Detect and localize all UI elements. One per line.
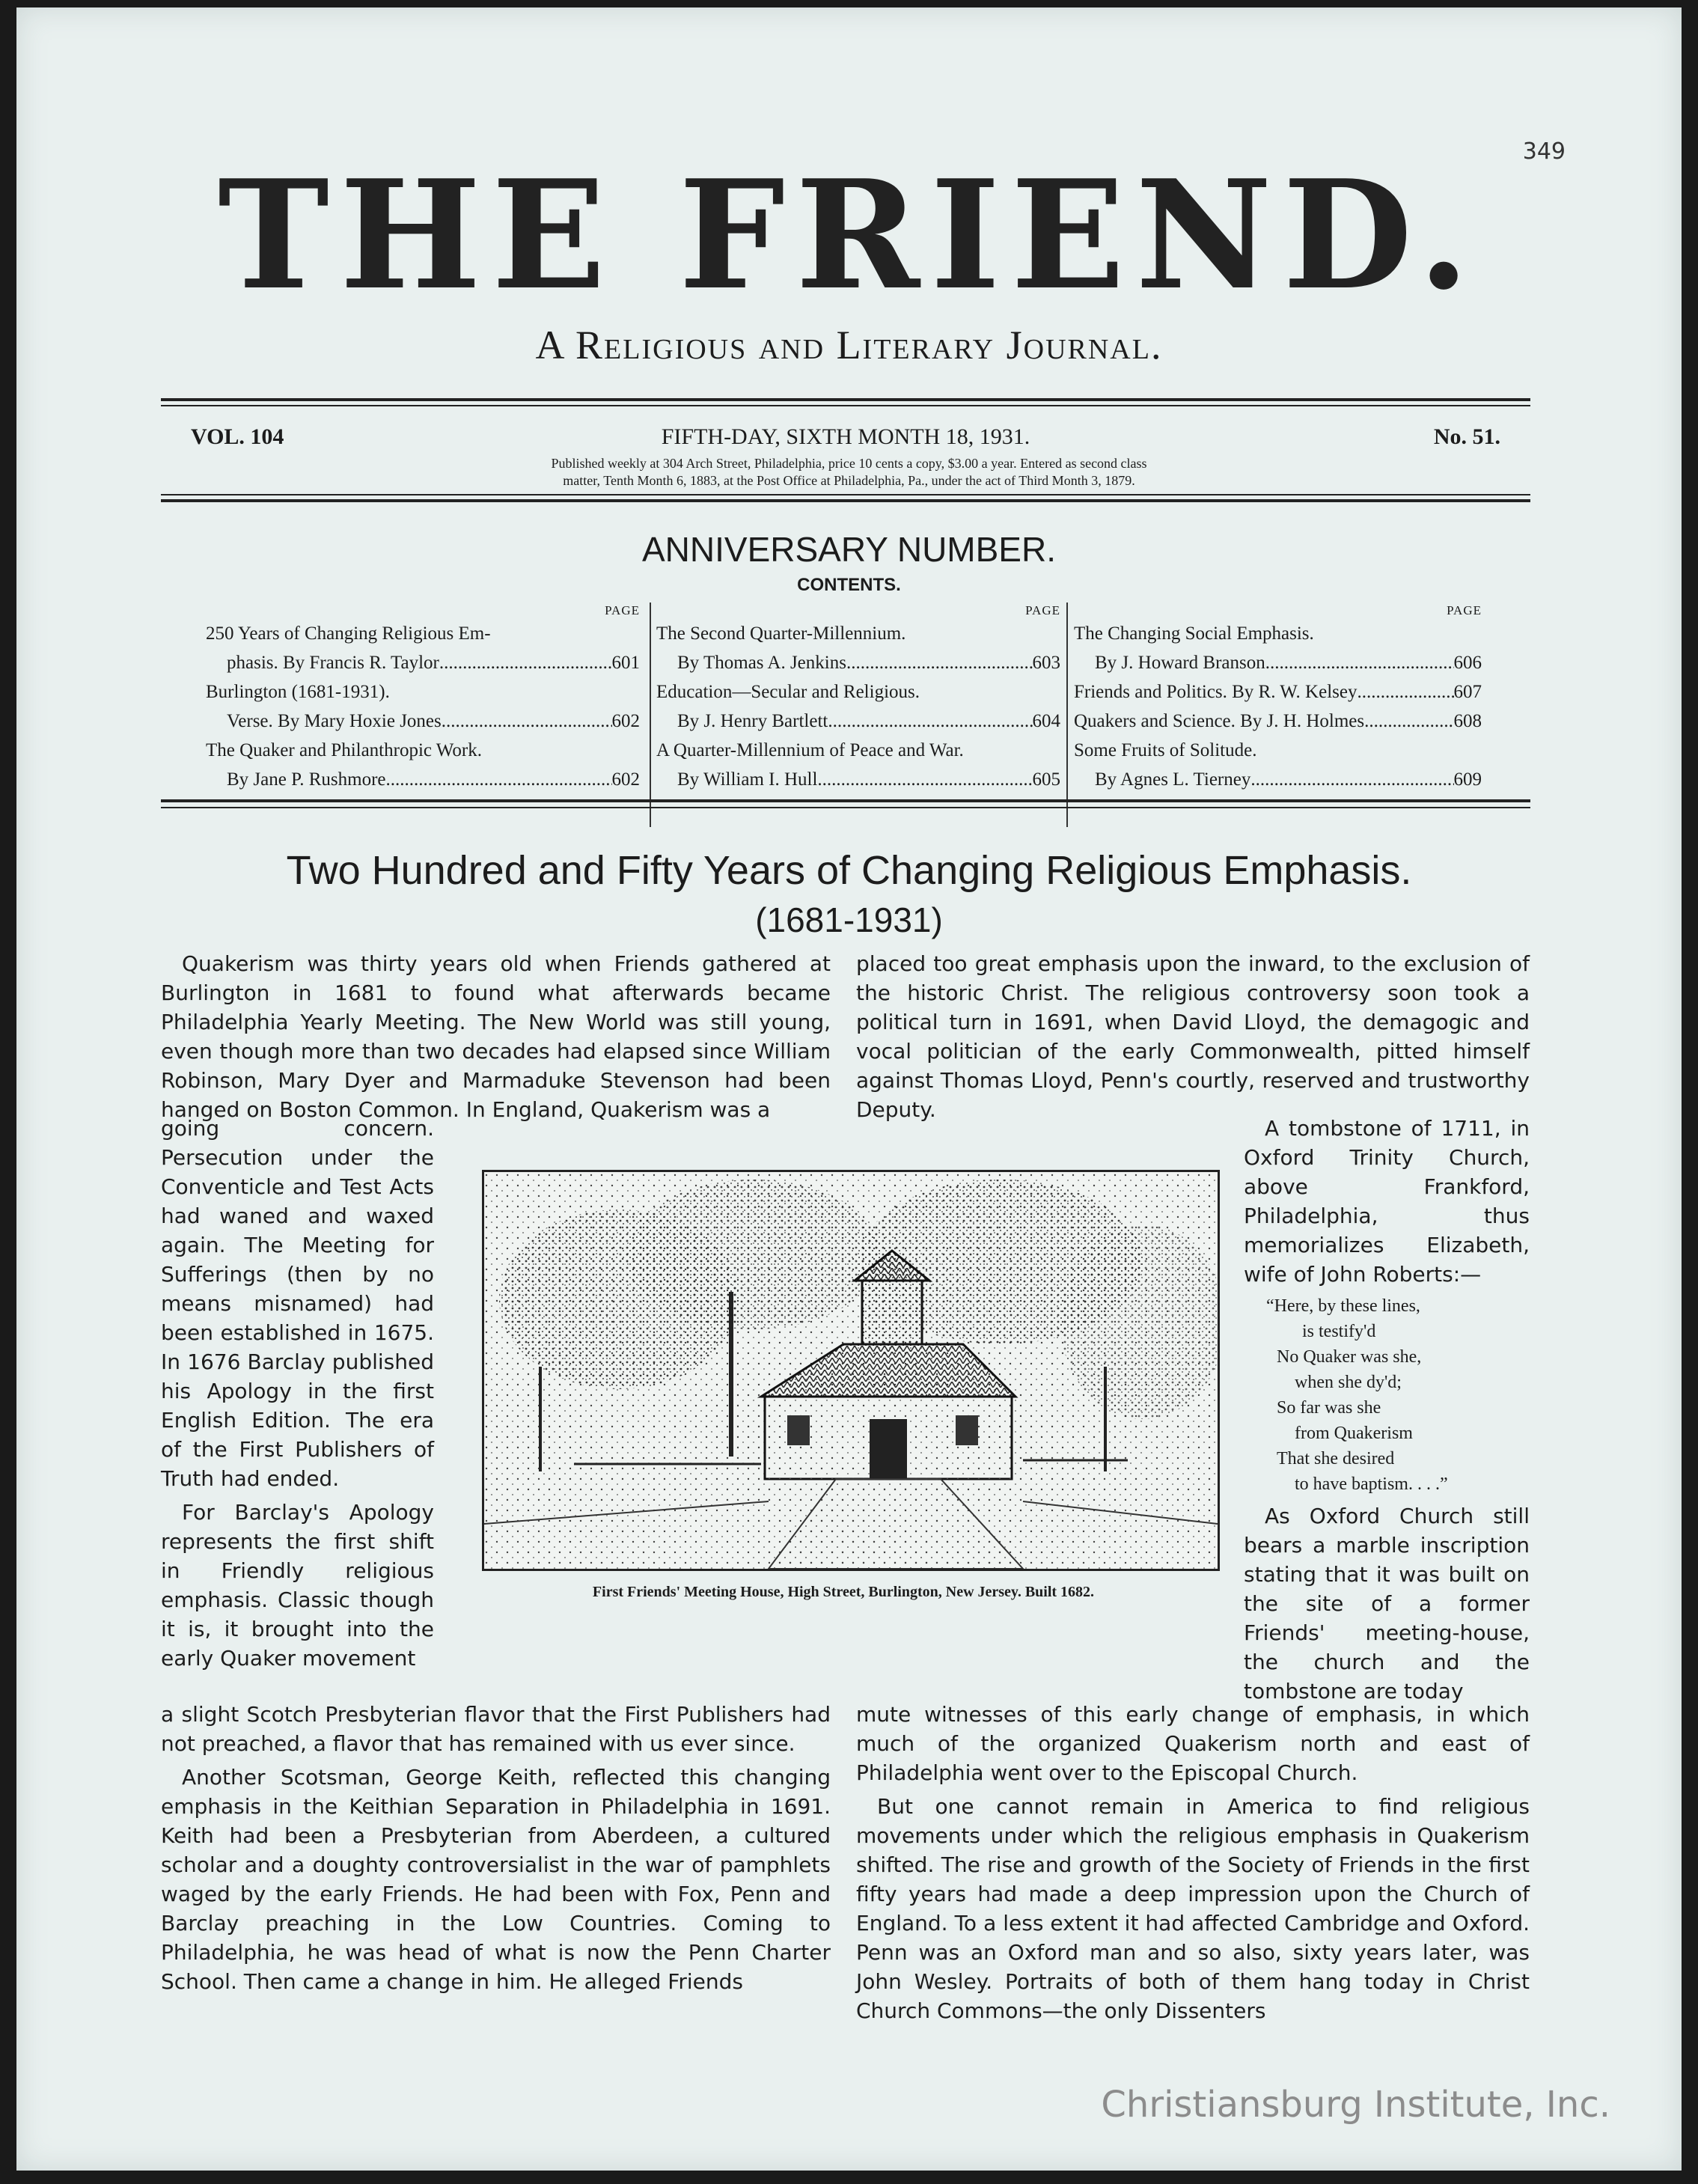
paragraph: mute witnesses of this early change of emphasis, in which much of the organized Quakerism north and east of Philadelphia went over to the Episcopal Church. [856,1702,1530,1785]
toc-entry-author: By Jane P. Rushmore [227,769,386,790]
toc-entry-author: By William I. Hull [677,769,818,790]
divider [161,494,1530,495]
toc-entry-page: 605 [1032,769,1060,790]
toc-entry [1074,736,1482,794]
toc-entry-author: phasis. By Francis R. Taylor [227,653,439,673]
poem-line: “Here, by these lines, [1266,1296,1420,1316]
illustration-caption: First Friends' Meeting House, High Street, Burlington, New Jersey. Built 1682. [592,1584,1095,1600]
toc-entry [206,619,640,677]
toc-entry [1074,677,1482,707]
toc-entry [656,736,1060,794]
toc-entry-title: The Second Quarter-Millennium. [656,623,906,644]
paragraph: Another Scotsman, George Keith, reflected this changing emphasis in the Keithian Separation in Philadelphia in 1691. Keith had been a Presbyterian from Aberdeen, a cultured scholar and a doughty controversialist in the war of pamphlets waged by the early Friends. He had been with Fox, Penn and Barclay preaching in the Low Countries. Coming to Philadelphia, he was head of what is now the Penn Charter School. Then came a change in him. He alleged Friends [161,1765,831,1994]
toc-entry [656,677,1060,736]
column-divider [1066,603,1068,827]
toc-entry-title: The Changing Social Emphasis. [1074,623,1314,644]
divider [161,405,1530,406]
toc-column [656,603,1060,794]
poem-line: to have baptism. . . .” [1295,1474,1448,1494]
issue-number: No. 51. [1433,424,1500,449]
poem-line: So far was she [1277,1398,1381,1418]
article-column-left-top [161,949,831,1124]
anniversary-heading: ANNIVERSARY NUMBER. [642,530,1056,569]
paragraph: going concern. Persecution under the Conventicle and Test Acts had waned and waxed again. The Meeting for Sufferings (then by no means misnamed) had been established in 1675. In 1676 Barclay published his Apology in the first English Edition. The era of the First Publishers of Truth had ended. [161,1116,434,1491]
publication-notice [16,455,1682,489]
article-headline: Two Hundred and Fifty Years of Changing Religious Emphasis. [286,848,1412,893]
divider [161,499,1530,502]
publication-notice-line: Published weekly at 304 Arch Street, Philadelphia, price 10 cents a copy, $3.00 a year. Entered as second class [551,456,1147,471]
divider [161,799,1530,802]
toc-column [206,603,640,794]
toc-entry-author: By J. Henry Bartlett [677,711,828,731]
poem-line: when she dy'd; [1295,1373,1402,1392]
toc-entry [656,619,1060,677]
toc-entry-title: Education—Secular and Religious. [656,682,920,702]
toc-entry-page: 604 [1032,711,1060,731]
article-years: (1681-1931) [755,900,943,939]
meeting-house-drawing [484,1172,1218,1569]
toc-entry-author: By J. Howard Branson [1095,653,1265,673]
divider [161,398,1530,401]
paragraph: For Barclay's Apology represents the first shift in Friendly religious emphasis. Classic though it is, it brought into the early Quaker movement [161,1500,434,1671]
meeting-house-illustration [465,1170,1221,1619]
toc-entry-title: The Quaker and Philanthropic Work. [206,740,482,760]
contents-label: CONTENTS. [797,575,901,595]
volume-number: VOL. 104 [191,424,284,449]
poem-line: is testify'd [1302,1322,1376,1341]
toc-entry-page: 607 [1453,682,1482,702]
article-column-left-narrow [161,1114,434,1673]
toc-entry-page: 601 [611,653,640,673]
toc-entry [1074,707,1482,736]
poem-line: That she desired [1277,1449,1395,1468]
article-column-right-top [856,949,1530,1124]
toc-entry [1074,619,1482,677]
toc-entry-page: 602 [611,769,640,790]
article-column-right-bottom [856,1700,1530,2025]
watermark: Christiansburg Institute, Inc. [1101,2084,1610,2126]
paragraph: But one cannot remain in America to find religious movements under which the religious emphasis in Quakerism shifted. The rise and growth of the Society of Friends in the first fifty years had made a deep impression upon the Church of England. To a less extent it had affected Cambridge and Oxford. Penn was an Oxford man and so also, sixty years later, was John Wesley. Portraits of both of them hang today in Christ Church Commons—the only Dissenters [856,1794,1530,2023]
article-column-right-narrow [1244,1114,1530,1706]
toc-entry-page: 609 [1453,769,1482,790]
paragraph: a slight Scotch Presbyterian flavor that the First Publishers had not preached, a flavor that has remained with us ever since. [161,1702,831,1756]
column-divider [650,603,651,827]
toc-column [1074,603,1482,794]
publication-notice-line: matter, Tenth Month 6, 1883, at the Post Office at Philadelphia, Pa., under the act of Third Month 3, 1879. [563,473,1135,488]
page-column-header: PAGE [1025,603,1060,617]
toc-entry-title: A Quarter-Millennium of Peace and War. [656,740,964,760]
paragraph: As Oxford Church still bears a marble inscription stating that it was built on the site of a former Friends' meeting-house, the church and the tombstone are today [1244,1504,1530,1703]
epitaph-poem [1266,1293,1530,1497]
toc-entry-author: By Agnes L. Tierney [1095,769,1251,790]
toc-entry [206,736,640,794]
toc-entry-page: 603 [1032,653,1060,673]
page-column-header: PAGE [1447,603,1482,617]
issue-date: FIFTH-DAY, SIXTH MONTH 18, 1931. [661,424,1030,449]
illustration-frame [482,1170,1220,1571]
toc-entry-author: Verse. By Mary Hoxie Jones [227,711,442,731]
poem-line: No Quaker was she, [1277,1347,1422,1367]
paragraph: A tombstone of 1711, in Oxford Trinity Church, above Frankford, Philadelphia, thus memorializes Elizabeth, wife of John Roberts:— [1244,1116,1530,1287]
page-column-header: PAGE [605,603,640,617]
toc-entry-title: Burlington (1681-1931). [206,682,390,702]
handwritten-page-mark: 349 [1522,138,1566,165]
toc-entry-page: 608 [1453,711,1482,731]
paragraph: Quakerism was thirty years old when Friends gathered at Burlington in 1681 to found what afterwards became Philadelphia Yearly Meeting. The New World was still young, even though more than two decades had elapsed since William Robinson, Mary Dyer and Marmaduke Stevenson had been hanged on Boston Common. In England, Quakerism was a [161,951,831,1122]
toc-entry [206,677,640,736]
toc-entry-title: Friends and Politics. By R. W. Kelsey [1074,682,1358,702]
toc-entry-author: By Thomas A. Jenkins [677,653,846,673]
divider [161,807,1530,808]
toc-entry-title: Some Fruits of Solitude. [1074,740,1257,760]
toc-entry-page: 606 [1453,653,1482,673]
masthead-subtitle: A Religious and Literary Journal. [535,323,1163,367]
article-column-left-bottom [161,1700,831,1996]
toc-entry-page: 602 [611,711,640,731]
toc-entry-title: 250 Years of Changing Religious Em- [206,623,491,644]
newspaper-page [16,7,1682,2171]
paragraph: placed too great emphasis upon the inward, to the exclusion of the historic Christ. The religious controversy soon took a political turn in 1691, when David Lloyd, the demagogic and vocal politician of the early Commonwealth, pitted himself against Thomas Lloyd, Penn's courtly, reserved and trustworthy Deputy. [856,951,1530,1122]
poem-line: from Quakerism [1295,1424,1413,1443]
toc-entry-title: Quakers and Science. By J. H. Holmes [1074,711,1365,731]
masthead-title: THE FRIEND. [218,147,1480,323]
